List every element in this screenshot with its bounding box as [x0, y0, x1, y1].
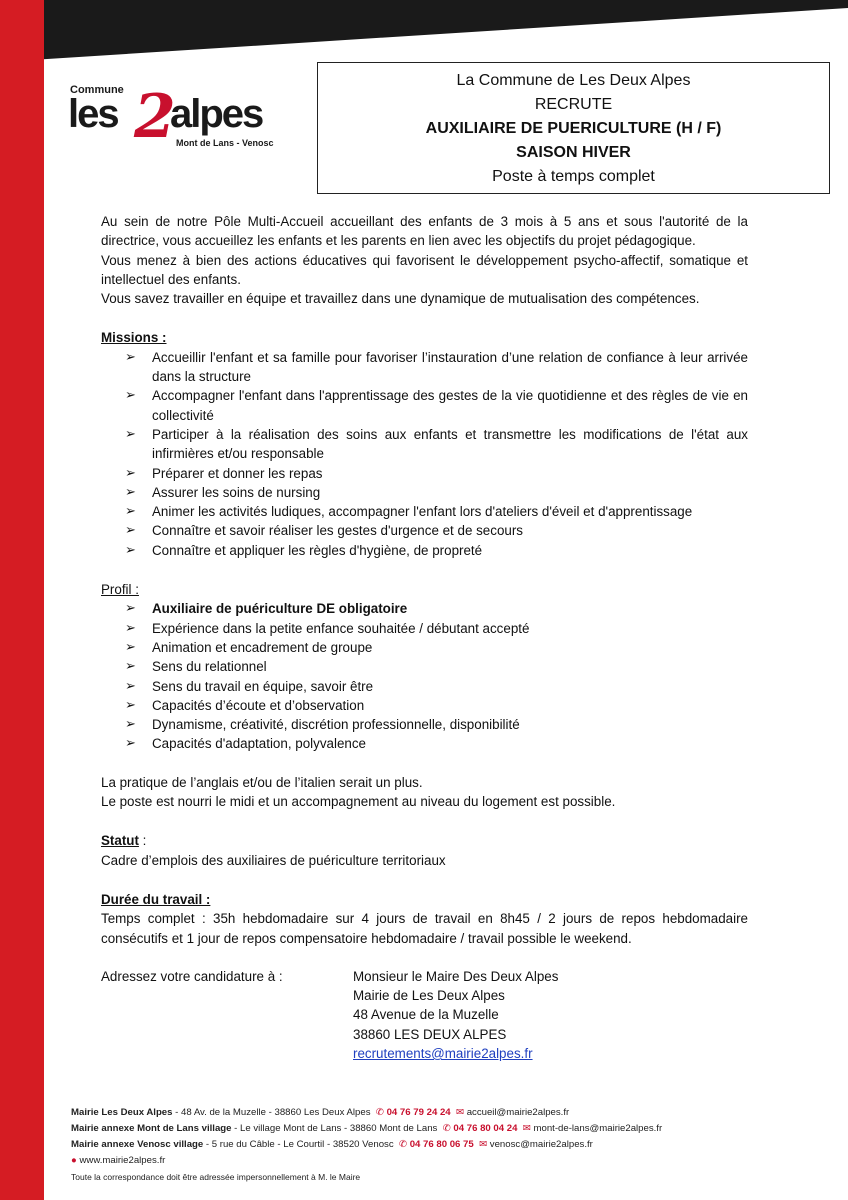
duree-heading: Durée du travail : [101, 891, 211, 907]
footer-note: Toute la correspondance doit être adressée impersonnellement à M. le Maire [71, 1172, 361, 1182]
address-line: 48 Avenue de la Muzelle [353, 1007, 499, 1023]
header-job-title: AUXILIAIRE DE PUERICULTURE (H / F) [425, 120, 722, 137]
mail-icon: ✉ [455, 1107, 465, 1118]
footer-phone: 04 76 80 06 75 [409, 1139, 474, 1150]
logo-les-text: les [68, 92, 118, 136]
intro-paragraph-2: Vous menez à bien des actions éducatives qui favorisent le développement psycho-affectif, somatique et intellectuel des enfants. [101, 252, 748, 287]
mail-icon: ✉ [522, 1123, 531, 1134]
top-decorative-band [0, 0, 848, 62]
list-item: ➢ Sens du relationnel [125, 657, 748, 676]
email-link[interactable]: recrutements@mairie2alpes.fr [353, 1045, 533, 1061]
footer-phone: 04 76 79 24 24 [386, 1107, 451, 1118]
list-item: ➢ Connaître et appliquer les règles d'hygiène, de propreté [125, 541, 748, 560]
address-label: Adressez votre candidature à : [101, 968, 283, 984]
header-contract: Poste à temps complet [492, 168, 655, 185]
header-season: SAISON HIVER [516, 144, 631, 161]
housing-note: Le poste est nourri le midi et un accompagnement au niveau du logement est possible. [101, 794, 616, 810]
address-line: Monsieur le Maire Des Deux Alpes [353, 968, 559, 984]
commune-logo [68, 82, 283, 162]
footer-office-name: Mairie annexe Venosc village [71, 1139, 204, 1150]
footer-row [71, 1137, 791, 1153]
list-item: ➢ Animer les activités ludiques, accompagner l'enfant lors d'ateliers d'éveil et d'apprentissage [125, 502, 748, 521]
logo-subtitle: Mont de Lans - Venosc [176, 138, 274, 148]
footer-email[interactable]: mont-de-lans@mairie2alpes.fr [533, 1123, 663, 1134]
footer-office-name: Mairie annexe Mont de Lans village [71, 1123, 232, 1134]
profil-heading: Profil : [101, 582, 139, 598]
list-item: ➢ Assurer les soins de nursing [125, 483, 748, 502]
list-item: ➢ Accompagner l'enfant dans l'apprentissage des gestes de la vie quotidienne et des règles de vie en collectivité [125, 386, 748, 425]
phone-icon: ✆ [442, 1123, 451, 1134]
footer-website-row [71, 1153, 791, 1169]
phone-icon: ✆ [375, 1107, 384, 1118]
footer-email[interactable]: venosc@mairie2alpes.fr [489, 1139, 593, 1150]
footer-office-name: Mairie Les Deux Alpes [71, 1107, 173, 1118]
header-recrute: RECRUTE [534, 96, 613, 113]
footer-row [71, 1121, 791, 1137]
list-item: ➢ Dynamisme, créativité, discrétion professionnelle, disponibilité [125, 715, 748, 734]
address-line: Mairie de Les Deux Alpes [353, 988, 505, 1004]
profil-list [101, 599, 748, 753]
missions-list [101, 348, 748, 560]
footer-office-address: - 48 Av. de la Muzelle - 38860 Les Deux Alpes [172, 1107, 371, 1118]
intro-paragraph-1: Au sein de notre Pôle Multi-Accueil accueillant des enfants de 3 mois à 5 ans et sous l'autorité de la directrice, vous accueillez les enfants et les parents en lien avec les objectifs du projet pédagogique. [101, 214, 748, 249]
footer-website[interactable]: www.mairie2alpes.fr [79, 1155, 166, 1166]
list-item: ➢ Capacités d'adaptation, polyvalence [125, 734, 748, 753]
list-item: ➢ Expérience dans la petite enfance souhaitée / débutant accepté [125, 619, 748, 638]
application-address [101, 967, 748, 1063]
job-description [101, 212, 748, 1063]
list-item: ➢ Animation et encadrement de groupe [125, 638, 748, 657]
list-item: ➢ Préparer et donner les repas [125, 464, 748, 483]
missions-heading: Missions : [101, 330, 167, 346]
logo-two-glyph: 2 [134, 82, 176, 152]
statut-heading-line [101, 831, 748, 850]
list-item: ➢ Auxiliaire de puériculture DE obligatoire [125, 599, 748, 618]
list-item: ➢ Participer à la réalisation des soins aux enfants et transmettre les modifications de l'état aux infirmières et/ou responsable [125, 425, 748, 464]
left-red-bar [0, 0, 44, 1200]
list-item: ➢ Sens du travail en équipe, savoir être [125, 677, 748, 696]
duree-text: Temps complet : 35h hebdomadaire sur 4 jours de travail en 8h45 / 2 jours de repos hebdomadaire consécutifs et 1 jour de repos compensatoire hebdomadaire / travail possible le weekend. [101, 911, 748, 946]
statut-heading: Statut [101, 833, 139, 849]
footer-office-address: - 5 rue du Câble - Le Courtil - 38520 Venosc [203, 1139, 394, 1150]
languages-note: La pratique de l’anglais et/ou de l’italien serait un plus. [101, 774, 423, 790]
statut-text: Cadre d’emplois des auxiliaires de puériculture territoriaux [101, 852, 446, 868]
footer-phone: 04 76 80 04 24 [453, 1123, 518, 1134]
phone-icon: ✆ [398, 1139, 408, 1150]
logo-alpes-text: alpes [170, 92, 263, 136]
globe-icon: ● [71, 1155, 77, 1166]
list-item: ➢ Capacités d’écoute et d’observation [125, 696, 748, 715]
footer-email[interactable]: accueil@mairie2alpes.fr [466, 1107, 570, 1118]
footer-contacts [71, 1105, 791, 1185]
list-item: ➢ Connaître et savoir réaliser les gestes d'urgence et de secours [125, 521, 748, 540]
mail-icon: ✉ [479, 1139, 488, 1150]
header-commune: La Commune de Les Deux Alpes [456, 72, 691, 89]
footer-office-address: - Le village Mont de Lans - 38860 Mont de Lans [231, 1123, 438, 1134]
footer-row [71, 1105, 791, 1121]
address-line: 38860 LES DEUX ALPES [353, 1026, 507, 1042]
logo-commune-text: Commune [70, 84, 124, 96]
list-item: ➢ Accueillir l'enfant et sa famille pour favoriser l’instauration d’une relation de confiance à leur arrivée dans la structure [125, 348, 748, 387]
statut-colon: : [138, 833, 147, 849]
job-title-box [317, 62, 830, 194]
intro-paragraph-3: Vous savez travailler en équipe et travaillez dans une dynamique de mutualisation des compétences. [101, 291, 700, 307]
